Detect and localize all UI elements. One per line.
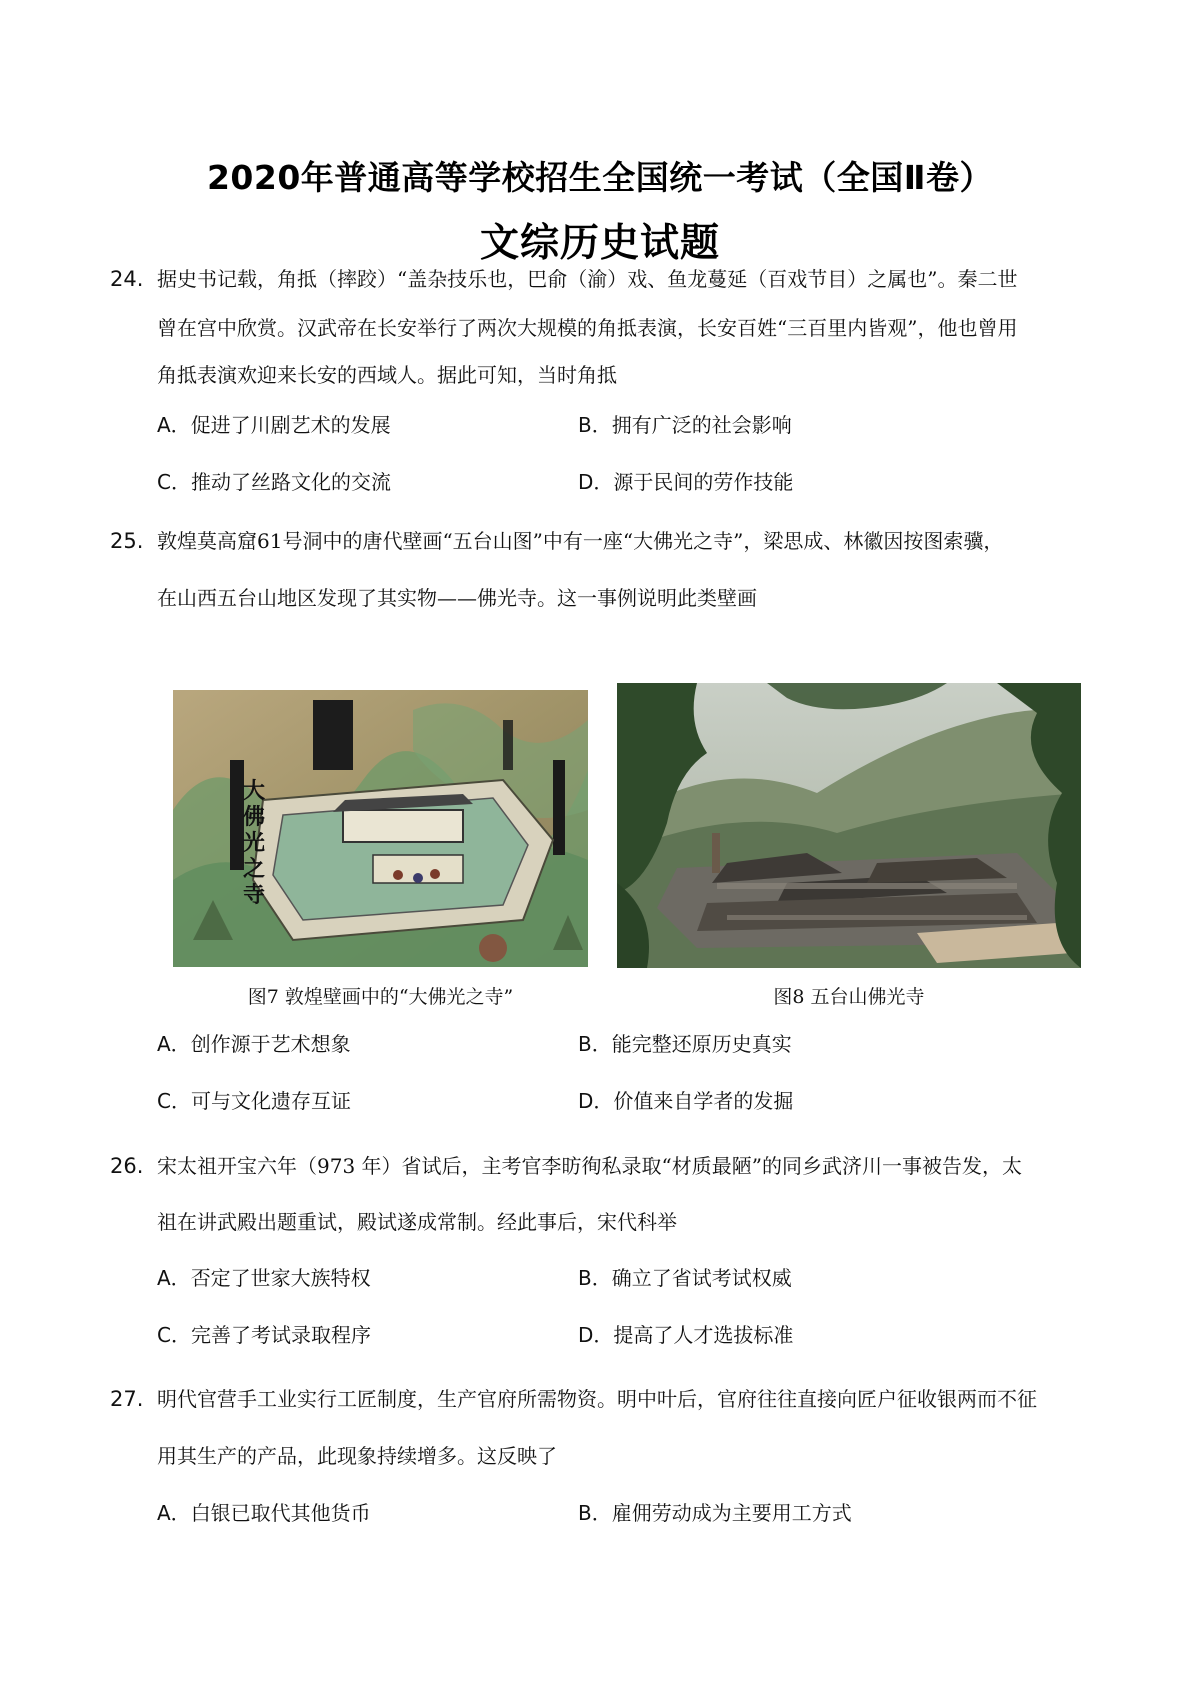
option-text: 确立了省试考试权威 [611,1266,792,1290]
option-text: 完善了考试录取程序 [190,1323,371,1347]
question-26-option-a[interactable] [157,1263,371,1293]
question-24-option-c[interactable] [157,467,391,497]
option-text: 能完整还原历史真实 [611,1032,792,1056]
question-24-line-2: 曾在宫中欣赏。汉武帝在长安举行了两次大规模的角抵表演，长安百姓“三百里内皆观”，他也曾用 [157,316,1018,340]
question-26-option-d[interactable] [578,1320,793,1350]
option-text: 白银已取代其他货币 [190,1501,371,1525]
option-text: 可与文化遗存互证 [190,1089,351,1113]
question-24-line-3: 角抵表演欢迎来长安的西域人。据此可知，当时角抵 [157,363,617,387]
question-27-line-2: 用其生产的产品，此现象持续增多。这反映了 [157,1444,557,1468]
question-25-line-2: 在山西五台山地区发现了其实物——佛光寺。这一事例说明此类壁画 [157,586,757,610]
option-letter: C． [157,470,191,494]
mural-inscription: 大佛光之寺 [242,778,265,908]
question-27-number: 27. [110,1387,144,1411]
question-27-option-b[interactable] [578,1498,852,1528]
question-26-number: 26. [110,1154,144,1178]
question-26-option-b[interactable] [578,1263,792,1293]
option-text: 推动了丝路文化的交流 [190,470,391,494]
question-25-option-c[interactable] [157,1086,351,1116]
option-text: 创作源于艺术想象 [190,1032,351,1056]
option-text: 源于民间的劳作技能 [613,470,794,494]
option-letter: A． [157,413,191,437]
option-letter: D． [578,470,614,494]
question-26-line-1: 宋太祖开宝六年（973 年）省试后，主考官李昉徇私录取“材质最陋”的同乡武济川一事被告发，太 [157,1154,1022,1178]
option-letter: A． [157,1032,191,1056]
question-26-option-c[interactable] [157,1320,371,1350]
option-text: 价值来自学者的发掘 [613,1089,794,1113]
question-25-option-d[interactable] [578,1086,793,1116]
question-27-line-1: 明代官营手工业实行工匠制度，生产官府所需物资。明中叶后，官府往往直接向匠户征收银两而不征 [157,1387,1037,1411]
option-letter: B． [578,1501,612,1525]
figure-8-caption: 图8 五台山佛光寺 [773,986,925,1008]
option-text: 促进了川剧艺术的发展 [190,413,391,437]
option-letter: D． [578,1089,614,1113]
question-25-line-1: 敦煌莫高窟61号洞中的唐代壁画“五台山图”中有一座“大佛光之寺”，梁思成、林徽因按图索骥， [157,529,1004,553]
question-27-option-a[interactable] [157,1498,371,1528]
option-letter: A． [157,1501,191,1525]
question-25-option-a[interactable] [157,1029,351,1059]
figure-8-temple-photo [617,683,1081,968]
option-text: 否定了世家大族特权 [190,1266,371,1290]
question-25-number: 25. [110,529,144,553]
option-letter: A． [157,1266,191,1290]
exam-subtitle: 文综历史试题 [479,221,720,266]
question-24-number: 24. [110,267,144,291]
question-25-option-b[interactable] [578,1029,792,1059]
figure-7-mural-image [173,690,588,967]
question-26-line-2: 祖在讲武殿出题重试，殿试遂成常制。经此事后，宋代科举 [157,1210,677,1234]
option-letter: B． [578,1266,612,1290]
option-letter: B． [578,1032,612,1056]
question-24-line-1: 据史书记载，角抵（摔跤）“盖杂技乐也，巴俞（渝）戏、鱼龙蔓延（百戏节目）之属也”。秦二世 [157,267,1018,291]
option-letter: D． [578,1323,614,1347]
option-text: 雇佣劳动成为主要用工方式 [611,1501,852,1525]
option-text: 提高了人才选拔标准 [613,1323,794,1347]
option-text: 拥有广泛的社会影响 [611,413,792,437]
option-letter: C． [157,1323,191,1347]
question-24-option-a[interactable] [157,410,391,440]
exam-title: 2020年普通高等学校招生全国统一考试（全国Ⅱ卷） [206,158,994,197]
figure-7-caption: 图7 敦煌壁画中的“大佛光之寺” [247,986,514,1008]
option-letter: B． [578,413,612,437]
option-letter: C． [157,1089,191,1113]
question-24-option-d[interactable] [578,467,793,497]
question-24-option-b[interactable] [578,410,792,440]
